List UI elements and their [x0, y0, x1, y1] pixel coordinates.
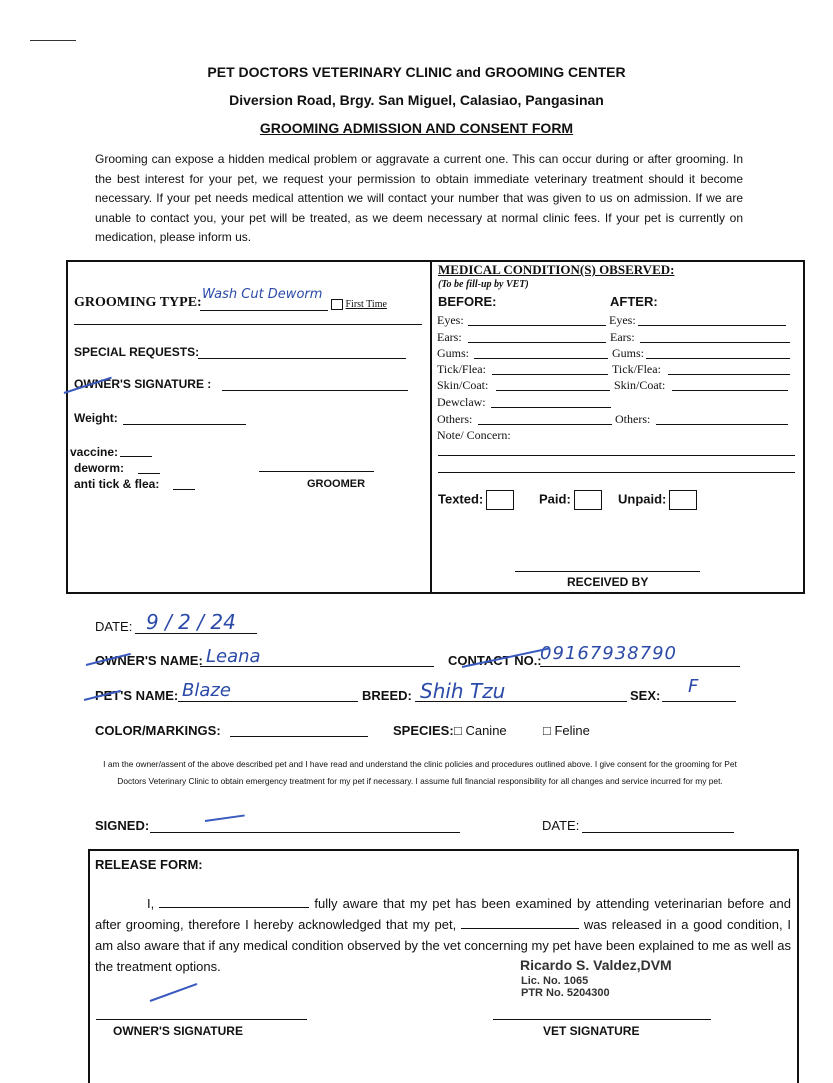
after-gums-label: Gums: — [612, 346, 645, 360]
before-gums-label: Gums: — [437, 346, 470, 360]
medical-subtitle: (To be fill-up by VET) — [438, 279, 529, 290]
vet-stamp-lic: Lic. No. 1065 — [521, 975, 589, 987]
paid-label: Paid: — [539, 491, 571, 507]
release-name-blank[interactable] — [159, 895, 309, 908]
before-others-line — [478, 424, 612, 425]
after-skin-label: Skin/Coat: — [614, 378, 666, 392]
concern-line-2 — [438, 472, 795, 473]
species-label: SPECIES: — [393, 723, 454, 738]
clinic-address: Diversion Road, Brgy. San Miguel, Calasiao, Pangasinan — [229, 92, 604, 108]
vet-sig-line — [493, 1019, 711, 1020]
received-by-label: RECEIVED BY — [567, 575, 649, 589]
sex-label: SEX: — [630, 688, 661, 703]
groomer-label: GROOMER — [307, 478, 366, 490]
vaccine-label: vaccine: — [70, 445, 119, 459]
box-divider — [430, 260, 432, 592]
weight-label: Weight: — [74, 411, 118, 425]
signature-scribble-1 — [205, 814, 245, 822]
after-eyes-line — [638, 325, 786, 326]
contact-label: CONTACT NO.: — [448, 653, 542, 668]
release-text-p2: fully aware that my pet has been examined by attending veterinarian before and after grooming, therefore I hereby acknowledged that my pet, — [95, 896, 791, 932]
date-label: DATE: — [95, 619, 133, 634]
before-skin-line — [496, 390, 610, 391]
date2-line — [582, 832, 734, 833]
anti-tick-line — [173, 489, 195, 490]
owner-signature-label: OWNER'S SIGNATURE : — [74, 377, 212, 391]
grooming-type-line-2 — [74, 324, 422, 325]
sex-line — [662, 701, 736, 702]
medical-title: MEDICAL CONDITION(S) OBSERVED: — [438, 262, 675, 277]
color-line — [230, 736, 368, 737]
consent-paragraph: I am the owner/assent of the above described pet and I have read and understand the clinic policies and procedures outlined above. I give consent for the grooming for Pet Doctors Veterinary Clinic to obtain emergency treatment for my pet if necessary. I assume full financial responsibility for all changes and service incurred for my pet. — [103, 759, 737, 786]
after-tick-line — [668, 374, 790, 375]
first-time-label: First Time — [345, 299, 387, 310]
contact-line — [540, 666, 740, 667]
species-canine-option[interactable]: □ Canine — [454, 723, 507, 738]
grooming-type-line — [200, 310, 328, 311]
vaccine-line — [120, 456, 152, 457]
texted-label: Texted: — [438, 491, 484, 507]
first-time-box[interactable] — [331, 299, 343, 310]
paid-checkbox[interactable] — [539, 490, 602, 510]
pet-name-label: PET'S NAME: — [95, 688, 179, 703]
grooming-type-value[interactable]: Wash Cut Deworm — [202, 287, 323, 302]
owner-sig-label: OWNER'S SIGNATURE — [113, 1024, 243, 1038]
weight-line — [123, 424, 246, 425]
before-dewclaw-label: Dewclaw: — [437, 395, 486, 409]
breed-label: BREED: — [362, 688, 412, 703]
date2-label: DATE: — [542, 818, 580, 833]
sex-value[interactable]: F — [688, 676, 699, 697]
before-others-label: Others: — [437, 412, 473, 426]
after-others-line — [656, 424, 788, 425]
after-ears-label: Ears: — [610, 330, 635, 344]
vet-stamp-name: Ricardo S. Valdez,DVM — [520, 957, 672, 973]
before-label: BEFORE: — [438, 294, 497, 309]
unpaid-checkbox[interactable] — [618, 490, 697, 510]
before-tick-line — [492, 374, 608, 375]
form-title: GROOMING ADMISSION AND CONSENT FORM — [259, 120, 574, 136]
special-requests-line — [198, 358, 406, 359]
contact-value[interactable]: 09167938790 — [540, 643, 677, 664]
after-others-label: Others: — [615, 412, 651, 426]
pet-name-value[interactable]: Blaze — [182, 680, 231, 701]
vet-stamp-ptr: PTR No. 5204300 — [521, 987, 610, 999]
release-i: I, — [147, 896, 155, 911]
owner-signature-line — [222, 390, 408, 391]
before-skin-label: Skin/Coat: — [437, 378, 489, 392]
release-pet-blank[interactable] — [461, 916, 579, 929]
deworm-label: deworm: — [74, 461, 125, 475]
after-eyes-label: Eyes: — [609, 313, 636, 327]
owner-sig-line — [96, 1019, 307, 1020]
clinic-name: PET DOCTORS VETERINARY CLINIC and GROOMING CENTER — [207, 64, 626, 80]
breed-value[interactable]: Shih Tzu — [420, 679, 506, 703]
anti-tick-label: anti tick & flea: — [74, 477, 160, 491]
after-gums-line — [646, 358, 790, 359]
before-eyes-label: Eyes: — [437, 313, 464, 327]
texted-box[interactable] — [486, 490, 514, 510]
release-text-p3: was released in a good condition, I am also aware that if any medical condition observed by the vet concerning my pet have been explained to me as well as the treatment options. — [95, 917, 791, 974]
after-skin-line — [672, 390, 788, 391]
before-eyes-line — [468, 325, 606, 326]
owner-name-value[interactable]: Leana — [206, 646, 261, 667]
signed-line — [150, 832, 460, 833]
after-label: AFTER: — [610, 294, 658, 309]
species-feline-option[interactable]: □ Feline — [543, 723, 590, 738]
intro-paragraph: Grooming can expose a hidden medical problem or aggravate a current one. This can occur during or after grooming. In the best interest for your pet, we request your permission to obtain immediate veterinary treatment should it become necessary. If your pet needs medical attention we will contact your number that was given to us on admission. If we are unable to contact you, your pet will be treated, as we deem necessary at normal clinic fees. If your pet is currently on medication, please inform us. — [95, 152, 743, 244]
deworm-line — [138, 473, 160, 474]
unpaid-label: Unpaid: — [618, 491, 667, 507]
after-ears-line — [640, 342, 790, 343]
first-time-checkbox[interactable] — [331, 299, 387, 310]
date-value[interactable]: 9 / 2 / 24 — [146, 610, 236, 634]
pet-name-line — [178, 701, 358, 702]
grooming-type-label: GROOMING TYPE: — [74, 295, 202, 310]
owner-name-label: OWNER'S NAME: — [95, 653, 203, 668]
unpaid-box[interactable] — [669, 490, 697, 510]
texted-checkbox[interactable] — [438, 490, 514, 510]
corner-mark — [30, 40, 76, 41]
color-label: COLOR/MARKINGS: — [95, 723, 221, 738]
special-requests-label: SPECIAL REQUESTS: — [74, 345, 200, 359]
signed-label: SIGNED: — [95, 818, 150, 833]
before-ears-label: Ears: — [437, 330, 462, 344]
paid-box[interactable] — [574, 490, 602, 510]
groomer-line — [259, 471, 374, 472]
concern-label: Note/ Concern: — [437, 428, 511, 442]
received-by-line — [515, 571, 700, 572]
release-text — [95, 893, 791, 977]
before-dewclaw-line — [491, 407, 611, 408]
after-tick-label: Tick/Flea: — [612, 362, 661, 376]
release-title: RELEASE FORM: — [95, 857, 203, 872]
vet-sig-label: VET SIGNATURE — [543, 1024, 640, 1038]
before-gums-line — [474, 358, 608, 359]
concern-line-1 — [438, 455, 795, 456]
before-ears-line — [468, 342, 606, 343]
before-tick-label: Tick/Flea: — [437, 362, 486, 376]
